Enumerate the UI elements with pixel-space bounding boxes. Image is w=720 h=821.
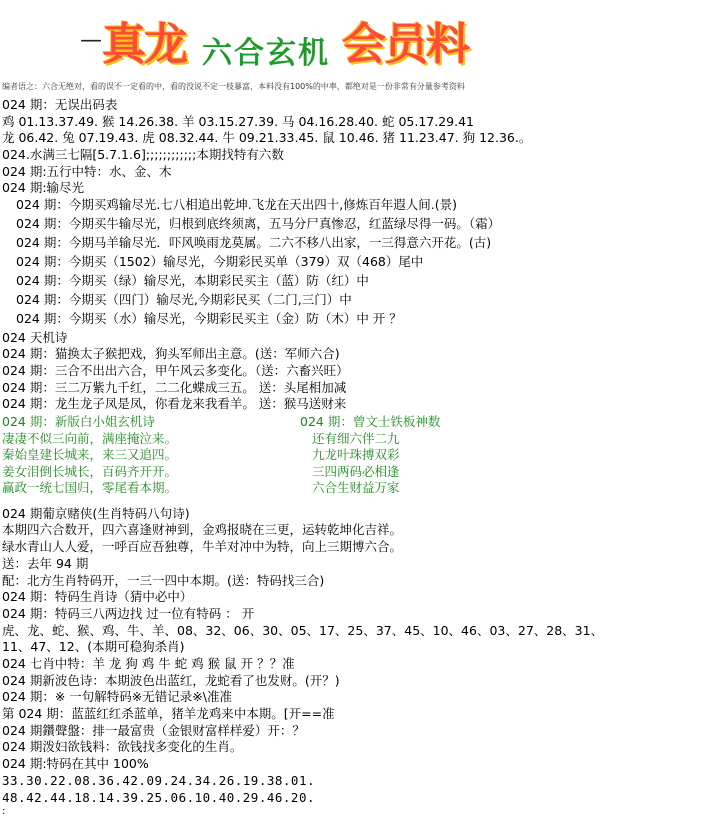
number-line: 33.30.22.08.36.42.09.24.34.26.19.38.01. xyxy=(2,773,315,788)
line: 024 期:输尽光 xyxy=(2,180,85,195)
line: 11、47、12、(本期可稳狗杀肖) xyxy=(2,639,185,654)
green-poem-line: 凄凄不似三向前，满座掩泣来。 xyxy=(2,431,178,446)
green-poem-line: 024 期：新版白小姐玄机诗 xyxy=(2,414,155,429)
line: 024 期：今期买（绿）输尽光，本期彩民买主（蓝）防（红）中 xyxy=(16,273,369,288)
title-zhenlong: 真龙 xyxy=(102,19,186,70)
green-poem-line: 三四两码必相逢 xyxy=(312,464,400,479)
line: 024 期新波色诗：本期波色出蓝红，龙蛇看了也发财。(开？) xyxy=(2,673,340,688)
line: 024 期：今期买（水）输尽光，今期彩民买主（金）防（木）中 开 ？ xyxy=(16,311,402,326)
line: 024 期：今期马羊输尽光．吓风唤雨龙莫属。二六不移八出家，一三得意六开花。(古) xyxy=(16,235,492,250)
green-poem-line: 赢政一统七国归，零尾看本期。 xyxy=(2,480,178,495)
trailing-colon: : xyxy=(2,806,6,817)
line: 本期四六合数开，四六喜逢财神到，金鸡报晓在三更，运转乾坤化吉祥。 xyxy=(2,522,403,537)
green-poem-line: 还有细六伴二九 xyxy=(312,431,400,446)
line: 配：北方生肖特码开，一三一四中本期。(送：特码找三合) xyxy=(2,573,325,588)
line: 024 天机诗 xyxy=(2,330,68,345)
line: 虎、龙、蛇、猴、鸡、牛、羊、08、32、06、30、05、17、25、37、45、10、46、03、27、28、31、 xyxy=(2,623,604,638)
line: 024 期：猫换太子猴把戏，狗头军师出主意。(送：军师六合) xyxy=(2,346,340,361)
line: 送：去年 94 期 xyxy=(2,556,89,571)
header-banner xyxy=(80,6,510,71)
line: 龙 06.42. 兔 07.19.43. 虎 08.32.44. 牛 09.21.33.45. 鼠 10.46. 猪 11.23.47. 狗 12.36.。 xyxy=(2,130,532,145)
line: 024 七肖中特：羊 龙 狗 鸡 牛 蛇 鸡 猴 鼠 开 ？？准 xyxy=(2,656,295,671)
title-huiyuanliao: 会员料 xyxy=(342,19,468,70)
line: 绿水青山人人爱，一呼百应吾独尊，牛羊对冲中为特，向上三期博六合。 xyxy=(2,539,403,554)
green-poem-line: 六合生财益万家 xyxy=(312,480,400,495)
line: 第 024 期：蓝蓝红红杀蓝单，猪羊龙鸡来中本期。[开==准 xyxy=(2,706,335,721)
number-line: 48.42.44.18.14.39.25.06.10.40.29.46.20. xyxy=(2,790,315,805)
line: 024 期：今期买（四门）输尽光,今期彩民买（二门,三门）中 xyxy=(16,292,352,307)
line: 024 期葡京赌侠(生肖特码八句诗) xyxy=(2,506,190,521)
green-poem-line: 024 期：曾文士铁板神数 xyxy=(300,414,441,429)
line: 024 期：特码生肖诗（猜中必中） xyxy=(2,589,193,604)
line: 024 期：今期买牛输尽光，归根到底终须离，五马分尸真惨忍，红蓝绿尽得一码。（霜） xyxy=(16,216,501,231)
line: 024 期：无误出码表 xyxy=(2,97,118,112)
line: 024 期：三二万紫九千红，二二化蝶成三五。 送：头尾相加减 xyxy=(2,380,347,395)
title-liuhexuanji: 六合玄机 xyxy=(202,36,330,71)
line: 024 期:特码在其中 100% xyxy=(2,756,149,771)
line: 024 期：三合不出出六合，甲午风云多变化。（送：六畜兴旺） xyxy=(2,363,349,378)
green-poem-line: 秦始皇建长城来，来三又追四。 xyxy=(2,447,178,462)
line: 024 期:五行中特：水、金、木 xyxy=(2,164,172,179)
line: 024 期：今期买鸡输尽光.七八相追出乾坤.飞龙在天出四十,修炼百年遐人间.(景) xyxy=(16,197,457,212)
line: 024 期泼妇欲钱料：欲钱找多变化的生肖。 xyxy=(2,739,243,754)
header-dash: — xyxy=(80,28,102,53)
line: 024 期：今期买（1502）输尽光，今期彩民买单（379）双（468）尾中 xyxy=(16,254,424,269)
line: 鸡 01.13.37.49. 猴 14.26.38. 羊 03.15.27.39. 马 04.16.28.40. 蛇 05.17.29.41 xyxy=(2,114,474,129)
disclaimer: 编者语之：六合无绝对，看的误不一定看的中，看的没说不定一枝暴富，本料没有100%的中率，都绝对是一份非常有分量参考资料 xyxy=(2,82,465,91)
line: 024.水满三七隔[5.7.1.6];;;;;;;;;;;;本期找特有六数 xyxy=(2,147,284,162)
line: 024 期：龙生龙子凤是凤，你看龙来我看羊。 送：猴马送财来 xyxy=(2,396,347,411)
green-poem-line: 九龙叶珠搏双彩 xyxy=(312,447,400,462)
line: 024 期鑽聲盤：排一最富贵（金银财富样样爱）开：？ xyxy=(2,723,305,738)
green-poem-line: 姜女泪倒长城长，百码齐开开。 xyxy=(2,464,178,479)
line: 024 期：※ 一句解特码※无错记录※\准准 xyxy=(2,689,232,704)
line: 024 期：特码三八两边找 过一位有特码 ： 开 xyxy=(2,606,255,621)
